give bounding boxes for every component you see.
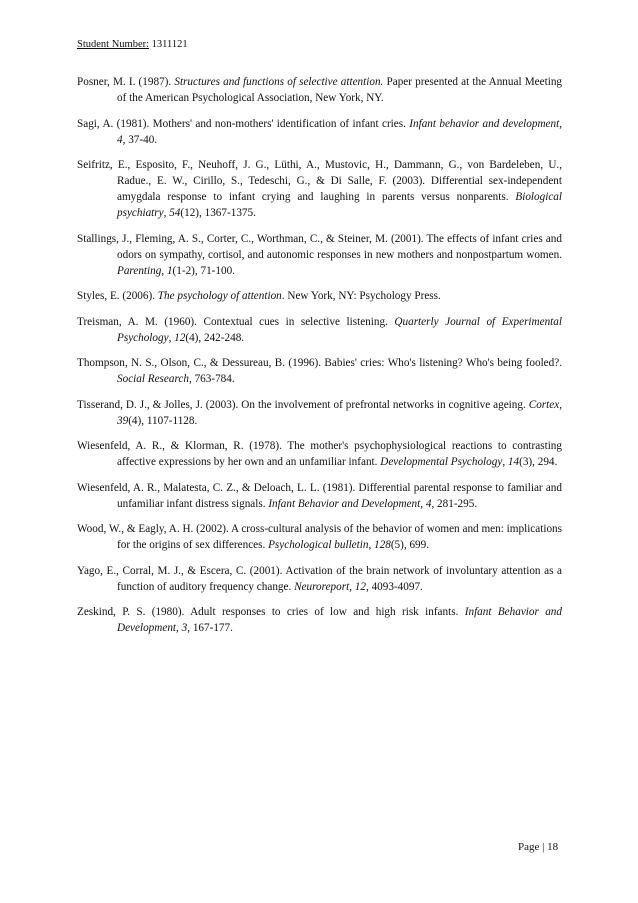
reference-entry: [77, 397, 562, 429]
reference-italic-text: 4: [117, 133, 123, 146]
reference-text: , 37-40.: [122, 133, 158, 146]
reference-italic-text: 14: [507, 456, 520, 468]
reference-italic-text: Social Research: [117, 373, 189, 385]
reference-list: [77, 74, 562, 646]
reference-text: ,: [176, 622, 182, 634]
reference-text: Treisman, A. M. (1960). Contextual cues in selective listening.: [77, 315, 395, 328]
reference-entry: [77, 116, 562, 148]
reference-text: (4), 242-248.: [185, 331, 245, 344]
reference-text: Stallings, J., Fleming, A. S., Corter, C., Worthman, C., & Steiner, M. (2001). The effects of infant cries and odors on sympathy, cortisol, and autonomic responses in new mothers and nonpostpartum women.: [77, 232, 562, 261]
reference-text: (3), 294.: [519, 456, 558, 468]
reference-italic-text: Developmental Psychology: [380, 456, 503, 468]
reference-text: , 763-784.: [188, 373, 235, 385]
reference-text: , 167-177.: [187, 622, 233, 634]
reference-text: Wiesenfeld, A. R., Malatesta, C. Z., & Deloach, L. L. (1981). Differential parental response to familiar and unfamiliar infant distress signals.: [77, 481, 562, 510]
reference-italic-text: Cortex: [528, 398, 560, 411]
page-number: Page | 18: [518, 841, 559, 853]
reference-italic-text: 12: [354, 580, 366, 593]
reference-text: Posner, M. I. (1987).: [77, 76, 175, 88]
reference-text: (1-2), 71-100.: [172, 264, 235, 277]
reference-italic-text: Quarterly Journal of Experimental Psychology: [117, 315, 562, 344]
student-number-label: Student Number:: [77, 39, 150, 50]
reference-text: Paper presented at the Annual Meeting of the American Psychological Association, New York, NY.: [117, 76, 563, 104]
page-header: [77, 38, 188, 51]
reference-italic-text: 4: [425, 497, 432, 510]
reference-italic-text: Infant behavior and development: [409, 117, 560, 130]
reference-entry: [77, 355, 562, 387]
reference-text: ,: [420, 497, 426, 510]
reference-text: , 281-295.: [431, 497, 478, 510]
reference-text: (12), 1367-1375.: [180, 207, 256, 219]
reference-italic-text: 54: [169, 207, 181, 219]
reference-italic-text: 3: [181, 622, 188, 634]
reference-text: (4), 1107-1128.: [128, 414, 198, 427]
reference-italic-text: Infant Behavior and Development: [117, 606, 562, 634]
reference-entry: [77, 563, 562, 595]
reference-text: ,: [559, 398, 562, 411]
reference-italic-text: 39: [117, 414, 129, 427]
reference-text: Seifritz, E., Esposito, F., Neuhoff, J. G., Lüthi, A., Mustovic, H., Dammann, G., von Bardeleben, U., Radue., E. W., Cirillo, S., Tedeschi, G., & Di Salle, F. (2003). Differential sex-independent amygdala response to infant crying and laughing in parents versus nonparents.: [77, 159, 562, 203]
reference-text: , 4093-4097.: [365, 580, 423, 593]
reference-italic-text: The psychology of attention: [157, 290, 282, 302]
reference-entry: [77, 74, 562, 106]
reference-text: Wood, W., & Eagly, A. H. (2002). A cross-cultural analysis of the behavior of women and men: implications for the origins of sex differences.: [77, 523, 562, 551]
reference-text: ,: [168, 331, 175, 344]
reference-text: Wiesenfeld, A. R., & Klorman, R. (1978). The mother's psychophysiological reactions to contrasting affective expressions by her own and an unfamiliar infant.: [77, 440, 562, 468]
reference-italic-text: Infant Behavior and Development: [268, 497, 421, 510]
reference-italic-text: Neuroreport: [294, 580, 350, 593]
reference-italic-text: 1: [166, 264, 173, 277]
reference-entry: [77, 438, 562, 470]
reference-italic-text: Parenting: [117, 264, 162, 277]
reference-text: ,: [502, 456, 508, 468]
reference-text: ,: [559, 117, 562, 130]
reference-italic-text: Psychological bulletin: [268, 539, 369, 551]
reference-entry: [77, 288, 562, 304]
student-number-value: 1311121: [151, 39, 188, 50]
reference-entry: [77, 231, 562, 279]
reference-text: (5), 699.: [390, 539, 430, 551]
reference-text: ,: [349, 580, 355, 593]
reference-text: Sagi, A. (1981). Mothers' and non-mothers' identification of infant cries.: [77, 117, 410, 130]
reference-italic-text: Biological psychiatry: [117, 191, 562, 219]
reference-text: . New York, NY: Psychology Press.: [281, 290, 441, 302]
reference-text: ,: [163, 207, 170, 219]
reference-text: Styles, E. (2006).: [77, 290, 158, 302]
reference-text: ,: [161, 264, 167, 277]
reference-text: Zeskind, P. S. (1980). Adult responses to cries of low and high risk infants.: [77, 606, 465, 618]
reference-entry: [77, 314, 562, 346]
reference-italic-text: 128: [374, 539, 391, 551]
reference-entry: [77, 521, 562, 553]
reference-text: ,: [368, 539, 375, 551]
reference-entry: [77, 480, 562, 512]
reference-italic-text: Structures and functions of selective attention.: [174, 76, 384, 88]
reference-text: Tisserand, D. J., & Jolles, J. (2003). On the involvement of prefrontal networks in cognitive ageing.: [77, 398, 529, 411]
reference-entry: [77, 604, 562, 636]
reference-text: Yago, E., Corral, M. J., & Escera, C. (2001). Activation of the brain network of involuntary attention as a function of auditory frequency change.: [77, 564, 562, 593]
reference-italic-text: 12: [174, 331, 186, 344]
reference-text: Thompson, N. S., Olson, C., & Dessureau, B. (1996). Babies' cries: Who's listening? Who's being fooled?.: [77, 357, 562, 369]
reference-entry: [77, 157, 562, 221]
